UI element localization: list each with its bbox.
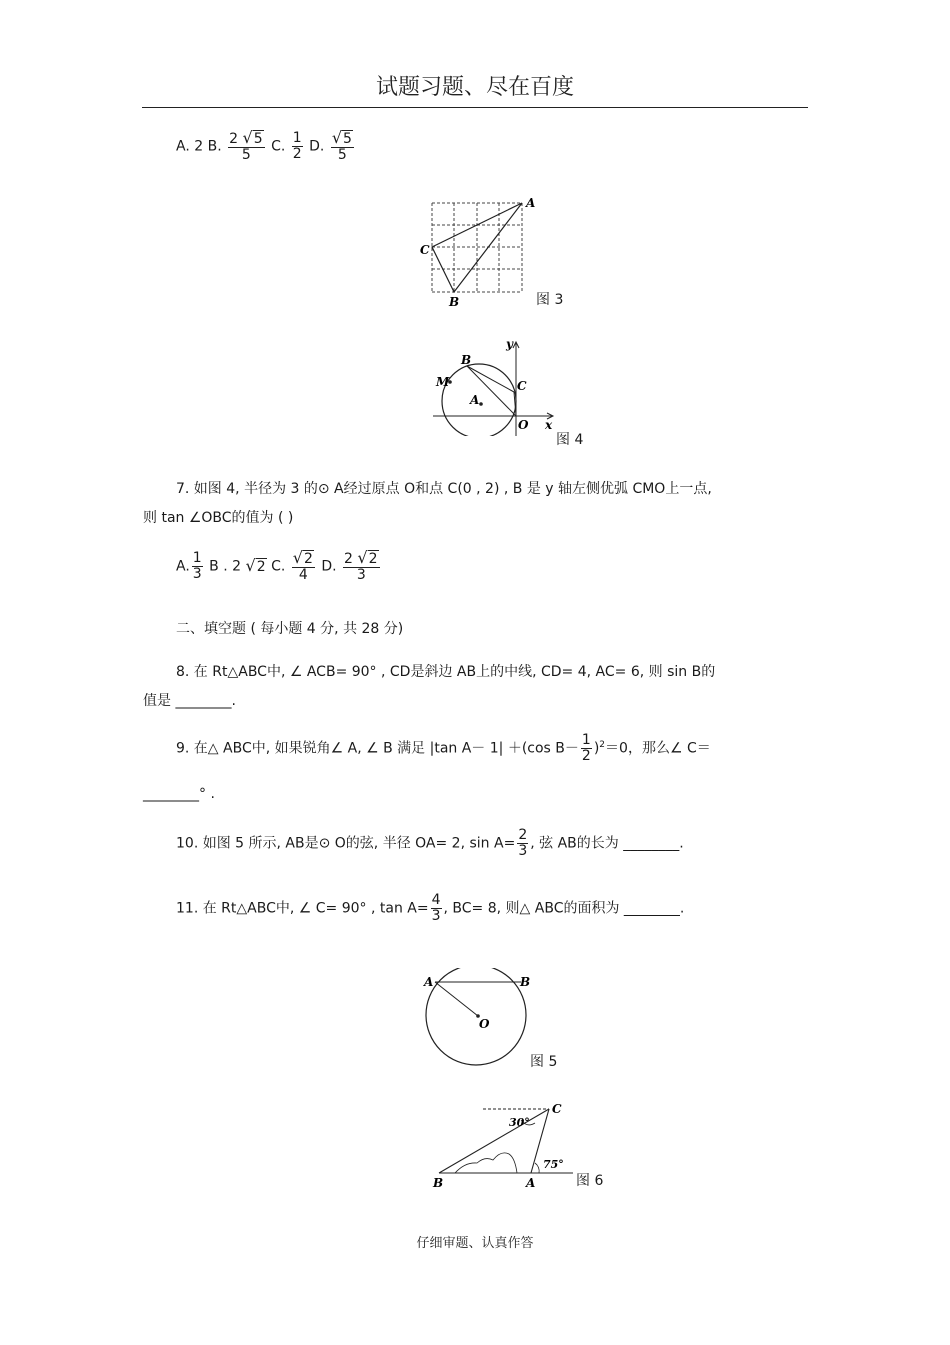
q11-fraction bbox=[431, 893, 442, 924]
q6-d-radicand: 5 bbox=[343, 131, 352, 147]
q7-b-radicand: 2 bbox=[256, 558, 266, 575]
header-rule bbox=[142, 107, 808, 108]
q9-text-end: ＝0，那么∠ C＝ bbox=[605, 740, 711, 757]
q7-line1: 7. 如图 4, 半径为 3 的⊙ A经过原点 O和点 C(0 , 2) , B 是 y 轴左侧优弧 CMO上一点, bbox=[176, 481, 712, 497]
q7-c-radicand: 2 bbox=[303, 551, 313, 567]
q8-line2: 值是 ________. bbox=[143, 693, 236, 709]
fig4-label-b: B bbox=[461, 353, 472, 367]
q7-a-numerator: 1 bbox=[192, 550, 202, 566]
q7-b-coef: 2 bbox=[232, 558, 242, 575]
fig4-label-y: y bbox=[506, 337, 513, 351]
fig3-label-a: A bbox=[526, 196, 536, 210]
q11-numerator: 4 bbox=[431, 892, 441, 908]
fig4-label-c: C bbox=[517, 379, 527, 393]
fig6-label-b: B bbox=[433, 1176, 444, 1190]
q9-numerator: 1 bbox=[581, 732, 591, 748]
fig3-caption: 图 3 bbox=[536, 292, 564, 308]
q7-d-coef: 2 bbox=[344, 551, 353, 567]
q10-line bbox=[176, 828, 684, 859]
fig4-label-o: O bbox=[518, 418, 529, 432]
q7-option-d-label: D. bbox=[321, 558, 337, 575]
q7-option-a-fraction bbox=[192, 551, 203, 582]
figure-6-triangle-angles bbox=[425, 1100, 575, 1195]
q9-text-post: ) bbox=[593, 740, 600, 757]
q9-exponent: 2 bbox=[599, 739, 606, 750]
sqrt-symbol: √ bbox=[357, 548, 368, 567]
q6-b-radicand: 5 bbox=[253, 131, 263, 147]
q10-text-pre: 10. 如图 5 所示, AB是⊙ O的弦, 半径 OA= 2, sin A= bbox=[176, 835, 516, 852]
q8-line1: 8. 在 Rt△ABC中, ∠ ACB= 90° , CD是斜边 AB上的中线, CD= 4, AC= 6, 则 sin B的 bbox=[176, 664, 716, 680]
sqrt-symbol: √ bbox=[292, 548, 303, 567]
fig6-caption: 图 6 bbox=[576, 1173, 604, 1189]
q9-line1 bbox=[176, 733, 711, 764]
q9-text-pre: 9. 在△ ABC中, 如果锐角∠ A, ∠ B 满足 |tan A－ 1| ＋(cos B－ bbox=[176, 740, 579, 757]
q6-b-denominator: 5 bbox=[241, 147, 251, 163]
sqrt-symbol: √ bbox=[245, 555, 256, 575]
figure-4-circle-axes bbox=[425, 336, 565, 436]
fig6-label-a: A bbox=[526, 1176, 536, 1190]
q6-option-c-fraction bbox=[292, 131, 303, 162]
fig4-caption: 图 4 bbox=[556, 432, 584, 448]
fig5-caption: 图 5 bbox=[530, 1054, 558, 1070]
q7-a-denominator: 3 bbox=[192, 566, 202, 582]
q6-option-b-fraction bbox=[228, 130, 265, 163]
q7-options bbox=[176, 550, 382, 583]
fig6-angle-75: 75° bbox=[543, 1158, 564, 1171]
q6-option-d-fraction bbox=[331, 130, 354, 163]
q10-numerator: 2 bbox=[518, 827, 528, 843]
q6-option-c-label: C. bbox=[271, 138, 286, 155]
q7-option-a-label: A. bbox=[176, 558, 190, 575]
sqrt-symbol: √ bbox=[331, 128, 343, 147]
q6-option-a-value: 2 bbox=[194, 138, 204, 155]
fig5-label-a: A bbox=[424, 975, 434, 989]
section-heading-fill-in: 二、填空题 ( 每小题 4 分, 共 28 分) bbox=[176, 621, 404, 637]
q6-d-denominator: 5 bbox=[337, 147, 347, 163]
q7-line2: 则 tan ∠OBC的值为 ( ) bbox=[143, 510, 294, 526]
fig3-label-b: B bbox=[449, 295, 460, 309]
sqrt-symbol: √ bbox=[242, 128, 253, 147]
q7-option-c-label: C. bbox=[271, 558, 286, 575]
fig5-label-o: O bbox=[479, 1017, 490, 1031]
q9-fraction bbox=[581, 733, 592, 764]
q6-option-b-label: B. bbox=[207, 138, 222, 155]
fig5-label-b: B bbox=[520, 975, 531, 989]
page-footer: 仔细审题、认真作答 bbox=[416, 1236, 534, 1251]
page-title: 试题习题、尽在百度 bbox=[375, 75, 574, 100]
q7-d-denominator: 3 bbox=[356, 567, 366, 583]
q6-options bbox=[176, 130, 356, 163]
q6-b-coef: 2 bbox=[229, 131, 239, 147]
q7-option-b-label: B . bbox=[209, 558, 228, 575]
fig4-label-x: x bbox=[545, 418, 553, 432]
fig3-label-c: C bbox=[420, 243, 430, 257]
q7-d-radicand: 2 bbox=[368, 551, 378, 567]
q9-denominator: 2 bbox=[581, 748, 591, 764]
q6-c-numerator: 1 bbox=[292, 130, 302, 146]
q6-c-denominator: 2 bbox=[292, 146, 302, 162]
q11-text-pre: 11. 在 Rt△ABC中, ∠ C= 90° , tan A= bbox=[176, 900, 429, 917]
q7-option-c-fraction bbox=[292, 550, 315, 583]
q9-line2: ________° . bbox=[143, 786, 215, 802]
q10-fraction bbox=[517, 828, 528, 859]
figure-5-circle-chord bbox=[418, 968, 538, 1073]
q11-text-post: , BC= 8, 则△ ABC的面积为 ________. bbox=[443, 900, 685, 917]
q10-denominator: 3 bbox=[518, 843, 528, 859]
q6-option-d-label: D. bbox=[309, 138, 325, 155]
q11-line bbox=[176, 893, 684, 924]
q6-option-a-label: A. bbox=[176, 138, 190, 155]
fig4-label-m: M bbox=[436, 375, 450, 389]
fig4-label-a: A bbox=[470, 393, 480, 407]
q7-c-denominator: 4 bbox=[298, 567, 308, 583]
q11-denominator: 3 bbox=[431, 908, 441, 924]
fig6-label-c: C bbox=[552, 1102, 562, 1116]
fig6-angle-30: 30° bbox=[509, 1116, 530, 1129]
q10-text-post: , 弦 AB的长为 ________. bbox=[530, 835, 684, 852]
q7-option-d-fraction bbox=[343, 550, 380, 583]
